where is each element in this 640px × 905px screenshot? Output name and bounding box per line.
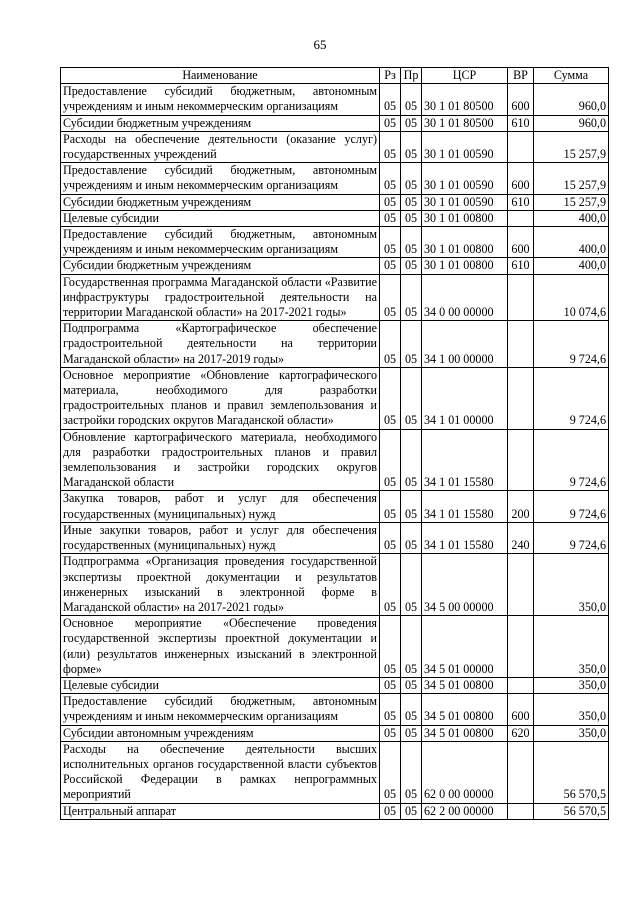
row-csr: 62 0 00 00000: [422, 741, 508, 803]
row-rz: 05: [380, 522, 401, 553]
row-rz: 05: [380, 367, 401, 429]
row-rz: 05: [380, 131, 401, 162]
row-sum: 9 724,6: [534, 429, 609, 491]
table-row: [61, 115, 609, 131]
row-rz: 05: [380, 429, 401, 491]
row-name: Субсидии бюджетным учреждениям: [61, 258, 380, 274]
budget-table: [60, 67, 609, 820]
row-pr: 05: [401, 677, 422, 693]
row-pr: 05: [401, 115, 422, 131]
row-pr: 05: [401, 258, 422, 274]
row-vr: 240: [508, 522, 534, 553]
row-name: Обновление картографического материала, необходимого для разработки градостроительных планов и правил землепользования и застройки городских округов Магаданской области: [61, 429, 380, 491]
table-row: [61, 725, 609, 741]
row-name: Подпрограмма «Картографическое обеспечение градостроительной деятельности на территории Магаданской области» на 2017-2019 годы»: [61, 321, 380, 368]
row-csr: 34 5 01 00800: [422, 677, 508, 693]
row-name: Основное мероприятие «Обеспечение проведения государственной экспертизы проектной документации и (или) результатов инженерных изысканий в электронной форме»: [61, 616, 380, 678]
row-sum: 400,0: [534, 258, 609, 274]
row-rz: 05: [380, 210, 401, 226]
table-row: [61, 84, 609, 115]
table-row: [61, 522, 609, 553]
row-rz: 05: [380, 84, 401, 115]
row-vr: 600: [508, 227, 534, 258]
row-name: Субсидии бюджетным учреждениям: [61, 115, 380, 131]
row-sum: 10 074,6: [534, 274, 609, 321]
row-pr: 05: [401, 194, 422, 210]
table-row: [61, 741, 609, 803]
row-csr: 62 2 00 00000: [422, 803, 508, 819]
table-row: [61, 429, 609, 491]
row-name: Субсидии автономным учреждениям: [61, 725, 380, 741]
row-pr: 05: [401, 227, 422, 258]
row-csr: 34 1 01 15580: [422, 522, 508, 553]
row-csr: 30 1 01 00800: [422, 258, 508, 274]
row-rz: 05: [380, 803, 401, 819]
table-row: [61, 677, 609, 693]
row-vr: 600: [508, 694, 534, 725]
row-csr: 34 1 00 00000: [422, 321, 508, 368]
table-row: [61, 210, 609, 226]
table-row: [61, 367, 609, 429]
table-row: [61, 163, 609, 194]
row-name: Иные закупки товаров, работ и услуг для обеспечения государственных (муниципальных) нужд: [61, 522, 380, 553]
row-csr: 30 1 01 00800: [422, 227, 508, 258]
header-sum: Сумма: [534, 68, 609, 84]
row-csr: 30 1 01 80500: [422, 84, 508, 115]
row-name: Расходы на обеспечение деятельности (оказание услуг) государственных учреждений: [61, 131, 380, 162]
row-sum: 56 570,5: [534, 803, 609, 819]
row-name: Предоставление субсидий бюджетным, автономным учреждениям и иным некоммерческим организациям: [61, 84, 380, 115]
row-name: Основное мероприятие «Обновление картографического материала, необходимого для разработки градостроительных планов и правил землепользования и застройки городских округов Магаданской области»: [61, 367, 380, 429]
row-rz: 05: [380, 741, 401, 803]
table-row: [61, 491, 609, 522]
row-pr: 05: [401, 725, 422, 741]
row-pr: 05: [401, 522, 422, 553]
row-vr: [508, 274, 534, 321]
row-name: Субсидии бюджетным учреждениям: [61, 194, 380, 210]
row-name: Центральный аппарат: [61, 803, 380, 819]
row-name: Расходы на обеспечение деятельности высших исполнительных органов государственной власти субъектов Российской Федерации в рамках непрограммных мероприятий: [61, 741, 380, 803]
table-row: [61, 694, 609, 725]
row-vr: 600: [508, 84, 534, 115]
row-vr: [508, 677, 534, 693]
row-sum: 56 570,5: [534, 741, 609, 803]
header-pr: Пр: [401, 68, 422, 84]
row-pr: 05: [401, 803, 422, 819]
row-csr: 34 0 00 00000: [422, 274, 508, 321]
row-name: Подпрограмма «Организация проведения государственной экспертизы проектной документации и результатов инженерных изысканий в электронной форме в Магаданской области» на 2017-2021 годы»: [61, 554, 380, 616]
row-vr: [508, 367, 534, 429]
row-name: Государственная программа Магаданской области «Развитие инфраструктуры градостроительной деятельности на территории Магаданской области» на 2017-2021 годы»: [61, 274, 380, 321]
row-vr: [508, 131, 534, 162]
row-rz: 05: [380, 677, 401, 693]
row-sum: 9 724,6: [534, 491, 609, 522]
row-rz: 05: [380, 115, 401, 131]
row-rz: 05: [380, 258, 401, 274]
row-pr: 05: [401, 274, 422, 321]
row-pr: 05: [401, 741, 422, 803]
row-pr: 05: [401, 210, 422, 226]
row-vr: [508, 210, 534, 226]
row-pr: 05: [401, 321, 422, 368]
table-row: [61, 554, 609, 616]
row-vr: [508, 554, 534, 616]
header-rz: Рз: [380, 68, 401, 84]
row-csr: 34 1 01 15580: [422, 491, 508, 522]
row-sum: 15 257,9: [534, 131, 609, 162]
row-rz: 05: [380, 554, 401, 616]
row-csr: 34 1 01 00000: [422, 367, 508, 429]
row-vr: 610: [508, 115, 534, 131]
row-sum: 960,0: [534, 84, 609, 115]
table-row: [61, 227, 609, 258]
row-rz: 05: [380, 491, 401, 522]
row-csr: 30 1 01 00590: [422, 163, 508, 194]
row-vr: [508, 741, 534, 803]
row-vr: 600: [508, 163, 534, 194]
row-vr: [508, 321, 534, 368]
row-rz: 05: [380, 725, 401, 741]
row-sum: 9 724,6: [534, 321, 609, 368]
table-header-row: [61, 68, 609, 84]
row-name: Предоставление субсидий бюджетным, автономным учреждениям и иным некоммерческим организациям: [61, 694, 380, 725]
row-sum: 15 257,9: [534, 163, 609, 194]
row-sum: 350,0: [534, 694, 609, 725]
row-csr: 30 1 01 00590: [422, 131, 508, 162]
row-vr: [508, 429, 534, 491]
row-name: Предоставление субсидий бюджетным, автономным учреждениям и иным некоммерческим организациям: [61, 163, 380, 194]
row-vr: [508, 616, 534, 678]
row-csr: 30 1 01 00800: [422, 210, 508, 226]
page-number: 65: [313, 37, 327, 52]
row-vr: 610: [508, 194, 534, 210]
row-rz: 05: [380, 194, 401, 210]
row-sum: 400,0: [534, 227, 609, 258]
row-sum: 350,0: [534, 677, 609, 693]
row-rz: 05: [380, 163, 401, 194]
row-csr: 30 1 01 00590: [422, 194, 508, 210]
row-sum: 350,0: [534, 616, 609, 678]
row-pr: 05: [401, 84, 422, 115]
row-pr: 05: [401, 429, 422, 491]
row-pr: 05: [401, 616, 422, 678]
row-vr: 200: [508, 491, 534, 522]
row-pr: 05: [401, 367, 422, 429]
row-sum: 9 724,6: [534, 522, 609, 553]
table-row: [61, 258, 609, 274]
row-name: Закупка товаров, работ и услуг для обеспечения государственных (муниципальных) нужд: [61, 491, 380, 522]
row-rz: 05: [380, 274, 401, 321]
row-rz: 05: [380, 616, 401, 678]
row-csr: 34 5 01 00000: [422, 616, 508, 678]
row-sum: 350,0: [534, 725, 609, 741]
row-sum: 400,0: [534, 210, 609, 226]
row-sum: 960,0: [534, 115, 609, 131]
row-name: Целевые субсидии: [61, 210, 380, 226]
row-sum: 9 724,6: [534, 367, 609, 429]
row-sum: 15 257,9: [534, 194, 609, 210]
header-csr: ЦСР: [422, 68, 508, 84]
table-row: [61, 616, 609, 678]
row-csr: 34 1 01 15580: [422, 429, 508, 491]
row-csr: 34 5 00 00000: [422, 554, 508, 616]
row-pr: 05: [401, 131, 422, 162]
row-vr: 610: [508, 258, 534, 274]
row-rz: 05: [380, 321, 401, 368]
row-rz: 05: [380, 694, 401, 725]
row-pr: 05: [401, 491, 422, 522]
row-rz: 05: [380, 227, 401, 258]
row-pr: 05: [401, 163, 422, 194]
header-name: Наименование: [61, 68, 380, 84]
table-row: [61, 274, 609, 321]
row-name: Предоставление субсидий бюджетным, автономным учреждениям и иным некоммерческим организациям: [61, 227, 380, 258]
row-vr: [508, 803, 534, 819]
row-csr: 34 5 01 00800: [422, 694, 508, 725]
row-pr: 05: [401, 554, 422, 616]
table-row: [61, 194, 609, 210]
table-row: [61, 321, 609, 368]
row-name: Целевые субсидии: [61, 677, 380, 693]
row-pr: 05: [401, 694, 422, 725]
row-sum: 350,0: [534, 554, 609, 616]
table-row: [61, 131, 609, 162]
header-vr: ВР: [508, 68, 534, 84]
row-vr: 620: [508, 725, 534, 741]
row-csr: 30 1 01 80500: [422, 115, 508, 131]
row-csr: 34 5 01 00800: [422, 725, 508, 741]
table-row: [61, 803, 609, 819]
